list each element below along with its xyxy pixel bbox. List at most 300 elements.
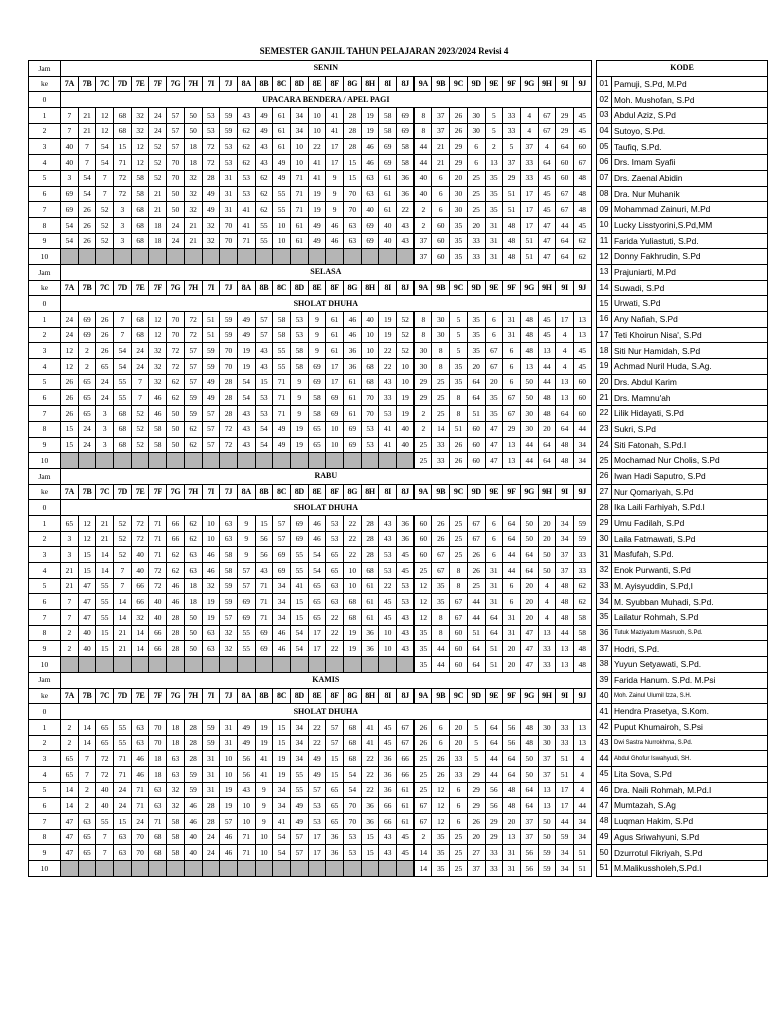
schedule-cell	[167, 453, 185, 469]
schedule-cell: 13	[538, 343, 556, 359]
schedule-cell: 44	[503, 547, 521, 563]
schedule-cell: 9	[308, 312, 326, 328]
schedule-cell: 43	[255, 139, 273, 155]
schedule-cell: 10	[361, 327, 379, 343]
teacher-name: Abdul Ghofur Iswahyudi, SH.	[612, 751, 768, 767]
schedule-cell: 69	[326, 406, 344, 422]
teacher-name: Drs. Mamnu'ah	[612, 390, 768, 406]
period-row	[29, 374, 592, 390]
schedule-cell: 19	[220, 782, 238, 798]
teacher-code: 07	[597, 170, 612, 186]
schedule-cell: 29	[450, 155, 468, 171]
schedule-cell: 10	[202, 515, 220, 531]
schedule-cell: 61	[379, 202, 397, 218]
schedule-cell: 7	[114, 563, 132, 579]
schedule-cell: 25	[414, 563, 432, 579]
schedule-cell: 5	[503, 139, 521, 155]
schedule-cell: 20	[450, 719, 468, 735]
schedule-cell: 68	[131, 233, 149, 249]
class-header: 9I	[556, 280, 574, 296]
teacher-code: 42	[597, 719, 612, 735]
class-header: 9B	[432, 484, 450, 500]
period-number: 3	[29, 751, 61, 767]
schedule-cell: 6	[467, 139, 485, 155]
class-header: 8I	[379, 280, 397, 296]
schedule-cell: 20	[503, 641, 521, 657]
schedule-cell: 32	[167, 798, 185, 814]
schedule-cell: 48	[573, 186, 591, 202]
schedule-cell: 30	[432, 312, 450, 328]
schedule-cell: 31	[202, 751, 220, 767]
schedule-cell	[202, 657, 220, 673]
schedule-cell: 45	[573, 359, 591, 375]
schedule-cell: 67	[450, 594, 468, 610]
class-header: 8H	[361, 76, 379, 92]
schedule-cell: 49	[237, 719, 255, 735]
schedule-cell: 66	[131, 594, 149, 610]
teacher-row	[597, 170, 768, 186]
class-header: 9D	[467, 280, 485, 296]
day-event: UPACARA BENDERA / APEL PAGI	[61, 92, 592, 108]
schedule-cell: 62	[184, 421, 202, 437]
schedule-cell: 34	[556, 531, 574, 547]
schedule-cell: 8	[432, 625, 450, 641]
schedule-cell: 55	[96, 578, 114, 594]
schedule-cell: 21	[114, 641, 132, 657]
teacher-code: 46	[597, 782, 612, 798]
schedule-cell: 70	[344, 814, 362, 830]
schedule-cell: 62	[237, 155, 255, 171]
schedule-cell: 51	[503, 186, 521, 202]
schedule-cell: 68	[149, 829, 167, 845]
schedule-cell: 67	[485, 359, 503, 375]
schedule-cell: 63	[326, 594, 344, 610]
schedule-cell: 54	[273, 845, 291, 861]
schedule-cell: 45	[573, 123, 591, 139]
schedule-cell: 41	[255, 751, 273, 767]
schedule-cell: 71	[237, 845, 255, 861]
schedule-cell: 9	[326, 186, 344, 202]
schedule-cell: 3	[114, 217, 132, 233]
schedule-cell: 46	[220, 829, 238, 845]
teacher-code: 06	[597, 155, 612, 171]
schedule-cell: 47	[538, 233, 556, 249]
schedule-cell: 12	[96, 123, 114, 139]
period-number: 0	[29, 704, 61, 720]
schedule-cell	[326, 249, 344, 265]
schedule-cell: 46	[184, 814, 202, 830]
schedule-cell: 36	[344, 343, 362, 359]
schedule-cell: 25	[450, 845, 468, 861]
schedule-cell: 24	[149, 123, 167, 139]
schedule-cell: 20	[467, 217, 485, 233]
schedule-cell: 56	[503, 719, 521, 735]
schedule-cell: 53	[202, 123, 220, 139]
schedule-cell: 50	[520, 531, 538, 547]
schedule-cell: 71	[114, 766, 132, 782]
class-header: 7H	[184, 484, 202, 500]
schedule-cell: 10	[220, 751, 238, 767]
schedule-cell	[184, 249, 202, 265]
schedule-cell: 57	[220, 814, 238, 830]
schedule-cell: 51	[556, 766, 574, 782]
schedule-cell: 47	[78, 594, 96, 610]
schedule-cell: 2	[61, 735, 79, 751]
schedule-cell: 65	[308, 437, 326, 453]
teacher-name: Luqman Hakim, S.Pd	[612, 814, 768, 830]
schedule-cell: 63	[326, 578, 344, 594]
schedule-cell: 26	[467, 814, 485, 830]
schedule-cell: 62	[573, 578, 591, 594]
schedule-cell: 28	[220, 406, 238, 422]
teacher-code: 19	[597, 359, 612, 375]
schedule-cell: 32	[184, 170, 202, 186]
schedule-cell: 55	[273, 186, 291, 202]
schedule-cell: 34	[273, 594, 291, 610]
schedule-cell: 64	[556, 249, 574, 265]
teacher-name: Teti Khoirun Nisa', S.Pd	[612, 327, 768, 343]
schedule-cell: 30	[432, 327, 450, 343]
schedule-cell: 6	[432, 186, 450, 202]
schedule-cell: 13	[556, 390, 574, 406]
schedule-cell: 29	[503, 170, 521, 186]
jam-label: Jam	[29, 264, 61, 280]
schedule-cell	[114, 249, 132, 265]
teacher-row	[597, 327, 768, 343]
schedule-cell: 9	[255, 814, 273, 830]
period-number: 5	[29, 374, 61, 390]
schedule-cell: 28	[361, 547, 379, 563]
schedule-cell	[361, 861, 379, 877]
schedule-cell	[344, 249, 362, 265]
schedule-cell: 17	[556, 798, 574, 814]
schedule-cell: 50	[184, 641, 202, 657]
teacher-row	[597, 390, 768, 406]
period-number: 8	[29, 421, 61, 437]
schedule-cell: 64	[556, 139, 574, 155]
schedule-cell: 64	[485, 625, 503, 641]
schedule-cell: 68	[344, 735, 362, 751]
day-name: RABU	[61, 468, 592, 484]
schedule-cell: 33	[379, 390, 397, 406]
period-number: 3	[29, 343, 61, 359]
schedule-cell: 60	[414, 515, 432, 531]
schedule-cell: 36	[397, 186, 415, 202]
teacher-row	[597, 437, 768, 453]
schedule-cell: 15	[344, 170, 362, 186]
schedule-cell: 4	[520, 123, 538, 139]
schedule-cell: 69	[379, 139, 397, 155]
class-header: 7E	[131, 76, 149, 92]
period-number: 9	[29, 641, 61, 657]
schedule-cell: 57	[184, 343, 202, 359]
schedule-cell: 34	[290, 735, 308, 751]
day-header-row	[29, 61, 592, 77]
schedule-cell: 50	[167, 186, 185, 202]
schedule-cell: 70	[149, 719, 167, 735]
teacher-code: 40	[597, 688, 612, 704]
schedule-cell: 69	[326, 390, 344, 406]
schedule-cell: 40	[78, 625, 96, 641]
schedule-cell: 67	[414, 814, 432, 830]
schedule-cell: 34	[273, 578, 291, 594]
schedule-cell: 54	[344, 782, 362, 798]
schedule-cell	[379, 249, 397, 265]
period-row	[29, 861, 592, 877]
schedule-cell: 9	[326, 202, 344, 218]
schedule-cell: 55	[273, 202, 291, 218]
schedule-cell	[61, 657, 79, 673]
schedule-cell: 72	[96, 751, 114, 767]
period-row	[29, 563, 592, 579]
schedule-cell: 41	[379, 437, 397, 453]
schedule-cell: 44	[573, 798, 591, 814]
schedule-cell: 70	[131, 829, 149, 845]
schedule-cell: 12	[432, 814, 450, 830]
period-row	[29, 390, 592, 406]
teacher-code: 03	[597, 108, 612, 124]
schedule-cell: 17	[308, 829, 326, 845]
class-header: 9I	[556, 76, 574, 92]
schedule-cell: 45	[379, 735, 397, 751]
schedule-cell: 68	[114, 123, 132, 139]
schedule-cell: 50	[520, 390, 538, 406]
schedule-cell: 43	[255, 155, 273, 171]
class-header: 9F	[503, 484, 521, 500]
schedule-cell: 19	[344, 625, 362, 641]
schedule-cell: 66	[397, 751, 415, 767]
schedule-cell: 49	[308, 751, 326, 767]
schedule-cell	[397, 453, 415, 469]
schedule-cell: 61	[397, 798, 415, 814]
schedule-cell: 22	[361, 782, 379, 798]
period-row	[29, 406, 592, 422]
schedule-cell: 26	[414, 735, 432, 751]
schedule-cell: 20	[450, 735, 468, 751]
schedule-cell: 5	[467, 719, 485, 735]
schedule-cell: 43	[397, 217, 415, 233]
schedule-cell: 30	[538, 735, 556, 751]
class-header: 8A	[237, 484, 255, 500]
teacher-name: Masfufah, S.Pd.	[612, 547, 768, 563]
schedule-cell: 17	[326, 139, 344, 155]
schedule-cell: 71	[131, 798, 149, 814]
teacher-name: Drs. Zaenal Abidin	[612, 170, 768, 186]
schedule-cell: 24	[61, 327, 79, 343]
schedule-cell	[255, 861, 273, 877]
schedule-cell: 3	[96, 437, 114, 453]
schedule-cell: 32	[202, 217, 220, 233]
schedule-cell: 51	[485, 641, 503, 657]
schedule-cell: 55	[96, 610, 114, 626]
schedule-cell	[61, 453, 79, 469]
schedule-cell: 45	[573, 343, 591, 359]
period-number: 7	[29, 610, 61, 626]
schedule-cell: 19	[397, 406, 415, 422]
schedule-cell: 45	[397, 563, 415, 579]
schedule-cell: 43	[255, 563, 273, 579]
schedule-cell: 72	[220, 421, 238, 437]
schedule-cell	[61, 249, 79, 265]
period-number: 1	[29, 515, 61, 531]
schedule-cell: 47	[485, 453, 503, 469]
schedule-cell: 55	[114, 735, 132, 751]
schedule-cell: 14	[131, 641, 149, 657]
schedule-cell: 7	[61, 108, 79, 124]
period-row	[29, 186, 592, 202]
ke-label: ke	[29, 688, 61, 704]
schedule-cell: 45	[538, 186, 556, 202]
schedule-cell: 3	[61, 547, 79, 563]
schedule-cell: 61	[273, 108, 291, 124]
teacher-name: Pamuji, S.Pd, M.Pd	[612, 76, 768, 92]
teacher-row	[597, 845, 768, 861]
schedule-cell: 63	[114, 845, 132, 861]
schedule-cell: 57	[308, 782, 326, 798]
teacher-code: 21	[597, 390, 612, 406]
schedule-cell: 36	[361, 641, 379, 657]
schedule-cell: 68	[131, 312, 149, 328]
schedule-cell: 47	[61, 829, 79, 845]
schedule-cell: 25	[467, 186, 485, 202]
class-header: 8G	[344, 76, 362, 92]
schedule-cell: 13	[520, 359, 538, 375]
teacher-code: 24	[597, 437, 612, 453]
teacher-code: 36	[597, 625, 612, 641]
schedule-cell: 26	[450, 108, 468, 124]
schedule-cell: 72	[184, 312, 202, 328]
schedule-cell: 33	[538, 641, 556, 657]
schedule-cell: 20	[538, 515, 556, 531]
schedule-cell: 58	[131, 170, 149, 186]
schedule-cell: 71	[149, 515, 167, 531]
schedule-cell: 24	[78, 421, 96, 437]
class-header: 7D	[114, 280, 132, 296]
schedule-cell: 58	[149, 437, 167, 453]
schedule-cell	[273, 453, 291, 469]
schedule-cell: 14	[432, 421, 450, 437]
schedule-cell: 72	[184, 327, 202, 343]
schedule-cell: 15	[96, 641, 114, 657]
schedule-cell: 53	[255, 390, 273, 406]
schedule-cell: 51	[202, 327, 220, 343]
teacher-name: Abdul Aziz, S.Pd	[612, 108, 768, 124]
schedule-cell	[149, 657, 167, 673]
schedule-cell: 21	[78, 108, 96, 124]
schedule-cell: 61	[290, 233, 308, 249]
class-header: 9D	[467, 688, 485, 704]
schedule-cell: 56	[485, 798, 503, 814]
schedule-cell	[397, 249, 415, 265]
teacher-row	[597, 751, 768, 767]
period-number: 10	[29, 249, 61, 265]
teacher-code: 47	[597, 798, 612, 814]
schedule-cell: 72	[149, 578, 167, 594]
schedule-cell: 69	[273, 563, 291, 579]
class-header: 7A	[61, 280, 79, 296]
schedule-cell: 52	[149, 139, 167, 155]
schedule-cell: 54	[290, 641, 308, 657]
schedule-cell: 35	[450, 359, 468, 375]
schedule-cell: 34	[573, 437, 591, 453]
class-header: 9C	[450, 688, 468, 704]
schedule-cell: 45	[379, 594, 397, 610]
schedule-cell: 51	[556, 751, 574, 767]
period-row	[29, 735, 592, 751]
schedule-cell: 61	[344, 390, 362, 406]
schedule-cell: 46	[308, 515, 326, 531]
schedule-cell: 48	[503, 217, 521, 233]
schedule-cell: 65	[78, 374, 96, 390]
schedule-cell: 19	[344, 641, 362, 657]
class-header: 8J	[397, 76, 415, 92]
schedule-cell: 28	[202, 170, 220, 186]
schedule-cell: 14	[96, 547, 114, 563]
schedule-cell: 33	[520, 170, 538, 186]
schedule-cell: 20	[538, 531, 556, 547]
schedule-cell	[220, 657, 238, 673]
schedule-cell: 24	[167, 233, 185, 249]
class-header-row	[29, 76, 592, 92]
schedule-cell: 60	[414, 531, 432, 547]
schedule-cell: 10	[379, 641, 397, 657]
schedule-cell: 19	[361, 123, 379, 139]
schedule-cell: 58	[397, 155, 415, 171]
schedule-cell: 69	[344, 437, 362, 453]
schedule-cell: 46	[273, 625, 291, 641]
schedule-cell: 32	[149, 359, 167, 375]
schedule-cell: 54	[237, 374, 255, 390]
schedule-cell: 24	[78, 437, 96, 453]
schedule-cell: 57	[167, 139, 185, 155]
schedule-cell: 51	[573, 861, 591, 877]
schedule-cell: 12	[149, 327, 167, 343]
schedule-cell: 10	[308, 123, 326, 139]
class-header: 7I	[202, 76, 220, 92]
schedule-cell: 44	[414, 155, 432, 171]
schedule-cell: 12	[432, 798, 450, 814]
schedule-cell: 28	[184, 751, 202, 767]
schedule-cell: 53	[255, 406, 273, 422]
schedule-cell: 26	[432, 531, 450, 547]
schedule-cell: 51	[520, 249, 538, 265]
schedule-cell: 53	[220, 139, 238, 155]
schedule-cell	[78, 861, 96, 877]
schedule-cell: 70	[167, 170, 185, 186]
schedule-cell: 35	[432, 578, 450, 594]
schedule-cell: 21	[149, 202, 167, 218]
schedule-cell: 19	[202, 594, 220, 610]
schedule-cell: 68	[361, 563, 379, 579]
schedule-cell: 72	[131, 515, 149, 531]
schedule-cell: 5	[467, 751, 485, 767]
teacher-code: 39	[597, 672, 612, 688]
schedule-cell: 7	[131, 390, 149, 406]
schedule-cell: 60	[432, 249, 450, 265]
schedule-cell: 28	[202, 814, 220, 830]
schedule-cell: 9	[237, 531, 255, 547]
schedule-cell: 21	[184, 217, 202, 233]
period-number: 9	[29, 845, 61, 861]
schedule-cell: 50	[184, 123, 202, 139]
schedule-table	[28, 60, 592, 877]
schedule-cell: 66	[379, 798, 397, 814]
schedule-cell: 70	[220, 233, 238, 249]
class-header: 7C	[96, 280, 114, 296]
teacher-row	[597, 123, 768, 139]
schedule-cell: 29	[467, 798, 485, 814]
schedule-cell	[308, 657, 326, 673]
